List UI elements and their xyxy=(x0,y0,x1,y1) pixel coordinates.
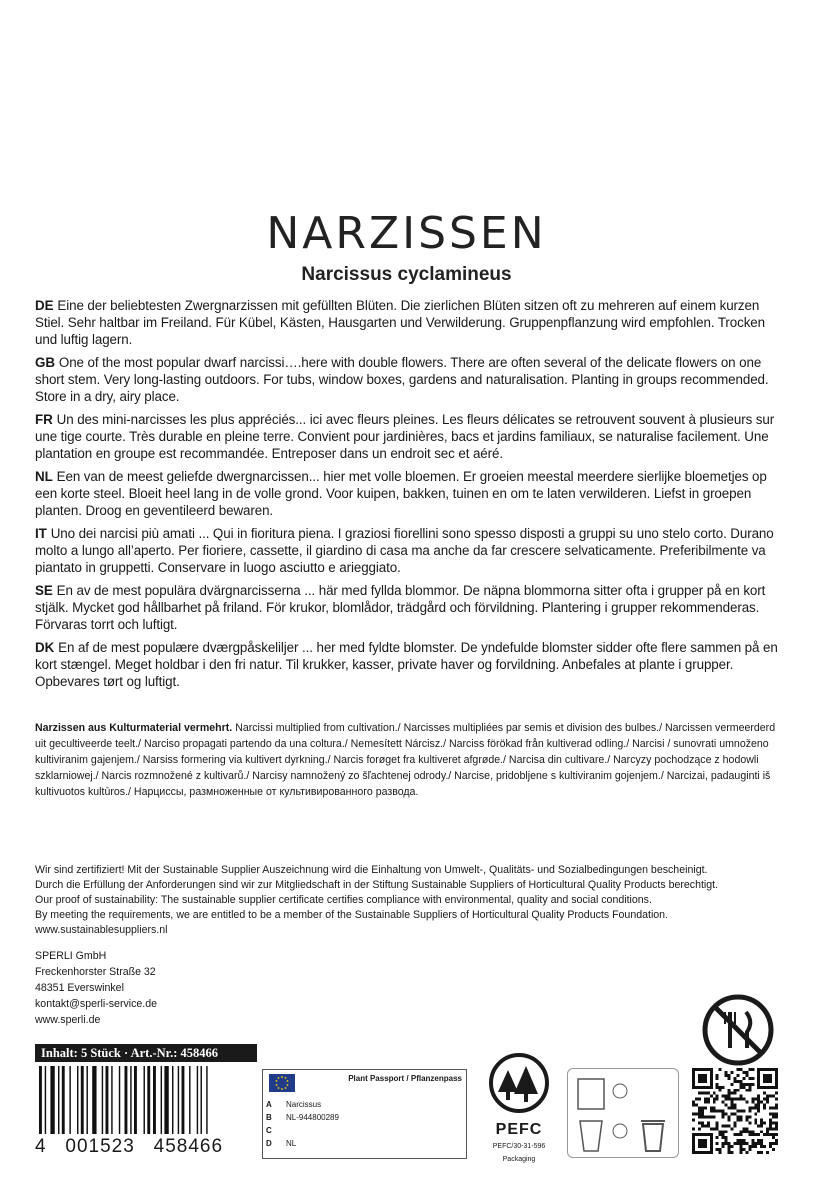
passport-row xyxy=(266,1139,296,1148)
cert-link[interactable]: www.sustainablesuppliers.nl xyxy=(35,924,168,936)
email-link[interactable]: kontakt@sperli-service.de xyxy=(35,998,158,1010)
pefc-name: PEFC xyxy=(495,1121,543,1138)
lang-text: Een van de meest geliefde dwergnarcissen... hier met volle bloemen. Er groeien meestal meerdere sierlijke bloemetjes op een korte steel. Bloeit heel lang in de volle grond. Voor kuipen, bakken, tuinen en om te laten verwilderen. Liefst in groepen planten. Droog en geventileerd bewaren. xyxy=(35,469,767,518)
description-gb xyxy=(35,354,780,405)
company-address xyxy=(35,948,157,1028)
pefc-code: PEFC/30-31-596 xyxy=(492,1143,546,1150)
eu-flag-icon xyxy=(269,1074,295,1092)
description-dk xyxy=(35,639,780,690)
row-key: A xyxy=(266,1100,272,1109)
plant-passport xyxy=(262,1069,467,1159)
row-key: D xyxy=(266,1139,272,1148)
description-it xyxy=(35,525,780,576)
lang-code: NL xyxy=(35,469,53,484)
cert-line: Wir sind zertifiziert! Mit der Sustainable Supplier Auszeichnung wird die Einhaltung von Umwelt-, Qualitäts- und Sozialbedingungen bescheinigt. xyxy=(35,864,708,876)
lang-code: FR xyxy=(35,412,53,427)
description-se xyxy=(35,582,780,633)
cert-line: Durch die Erfüllung der Anforderungen sind wir zur Mitgliedschaft in der Stiftung Sustainable Suppliers of Horticultural Quality Products berechtigt. xyxy=(35,879,719,891)
passport-row xyxy=(266,1100,321,1109)
cultivation-text: Narcissi multiplied from cultivation./ Narcisses multipliées par semis et division des bulbes./ Narcissen vermeerderd uit gecultiveerde teelt./ Narciso propagati partendo da una coltura./ Nemesített Nárcisz./ Narciss förökad från kultiverad odling./ Narcisi / sunovrati umnoženo kultiviranim gajenjem./ Narsiss formering via kultivert dyrkning./ Narcis forøget fra kultiveret afgrøde./ Narcisa din cultivare./ Narcyzy pochodzące z hodowli szklarniowej./ Narcis rozmnožené z kultivarů./ Narcisy namnožený zo šľachtenej odrody./ Narcise, pridobljene s kultiviranim gojenjem./ Narcizai, padauginti iš kultivuotos kultūros./ Нарциссы, размноженные от культивированного развода. xyxy=(35,722,776,798)
lang-text: Eine der beliebtesten Zwergnarzissen mit gefüllten Blüten. Die zierlichen Blüten sitzen oft zu mehreren auf einem kurzen Stiel. Sehr haltbar im Freiland. Für Kübel, Kästen, Hausgarten und Verwilderung. Gruppenpflanzung wird empfohlen. Trocken und luftig lagern. xyxy=(35,298,766,347)
passport-title: Plant Passport / Pflanzenpass xyxy=(348,1074,462,1083)
city: 48351 Everswinkel xyxy=(35,982,124,994)
passport-row xyxy=(266,1113,339,1122)
pefc-label: Packaging xyxy=(502,1156,536,1163)
street: Freckenhorster Straße 32 xyxy=(35,966,156,978)
content-info: Inhalt: 5 Stück · Art.-Nr.: 458466 xyxy=(35,1044,257,1062)
description-fr xyxy=(35,411,780,462)
row-key: C xyxy=(266,1126,272,1135)
lang-text: Uno dei narcisi più amati ... Qui in fioritura piena. I graziosi fiorellini sono spesso disposti a gruppi su uno stelo corto. Durano molto a lungo all’aperto. Per fioriere, cassette, il giardino di casa ma anche da far crescere selvaticamente. Preferibilmente va piantato in gruppetti. Conservare in luogo asciutto e arieggiato. xyxy=(35,526,774,575)
cert-line: Our proof of sustainability: The sustainable supplier certificate certifies compliance with environmental, quality and social conditions. xyxy=(35,894,652,906)
lang-code: DK xyxy=(35,640,55,655)
pefc-logo xyxy=(484,1052,554,1162)
description-nl xyxy=(35,468,780,519)
row-value: Narcissus xyxy=(286,1100,322,1109)
lang-text: En av de mest populära dvärgnarcisserna ... här med fyllda blommor. De näpna blommorna sitter ofta i grupper på en kort stjälk. Mycket god hållbarhet på friland. För krukor, blomlådor, trädgård och förvildning. Plantering i grupper rekommenderas. Förvaras torrt och luftigt. xyxy=(35,583,766,632)
lang-code: SE xyxy=(35,583,53,598)
lang-code: GB xyxy=(35,355,55,370)
passport-row xyxy=(266,1126,286,1135)
description-de xyxy=(35,297,780,348)
description-list xyxy=(35,297,780,696)
certification-text xyxy=(35,863,780,938)
cultivation-heading: Narzissen aus Kulturmaterial vermehrt. xyxy=(35,722,233,734)
row-value: NL-944800289 xyxy=(286,1113,339,1122)
product-title: NARZISSEN xyxy=(266,208,547,259)
lang-text: En af de mest populære dværgpåskeliljer ... her med fyldte blomster. De yndefulde blomster sidder ofte flere sammen på en kort stængel. Meget holdbar i den fri natur. Til krukker, kasser, private haver og forvildning. Anbefales at plante i grupper. Opbevares tørt og luftigt. xyxy=(35,640,778,689)
botanical-name: Narcissus cyclamineus xyxy=(301,264,512,285)
lang-text: Un des mini-narcisses les plus appréciés... ici avec fleurs pleines. Les fleurs délicates se retrouvent souvent à plusieurs sur une tige courte. Très durable en pleine terre. Convient pour jardinières, bacs et jardins familiaux, se naturalise facilement. Une plantation en groupe est recommandée. Entreposer dans un endroit sec et aéré. xyxy=(35,412,775,461)
row-value: NL xyxy=(286,1139,297,1148)
pefc-tree-icon xyxy=(488,1052,550,1114)
company-name: SPERLI GmbH xyxy=(35,950,107,962)
website-link[interactable]: www.sperli.de xyxy=(35,1014,101,1026)
lang-code: DE xyxy=(35,298,54,313)
qr-code-icon[interactable] xyxy=(692,1068,778,1154)
no-food-icon xyxy=(700,992,776,1068)
cultivation-note xyxy=(35,720,780,800)
barcode-number: 4 001523 458466 xyxy=(35,1136,224,1157)
recycling-info-icon xyxy=(567,1068,679,1158)
lang-text: One of the most popular dwarf narcissi….here with double flowers. There are often several of the delicate flowers on one short stem. Very long-lasting outdoors. For tubs, window boxes, gardens and naturalisation. Planting in groups recommended. Store in a dry, airy place. xyxy=(35,355,769,404)
row-key: B xyxy=(266,1113,272,1122)
cert-line: By meeting the requirements, we are entitled to be a member of the Sustainable Suppliers of Horticultural Quality Products Foundation. xyxy=(35,909,669,921)
lang-code: IT xyxy=(35,526,47,541)
